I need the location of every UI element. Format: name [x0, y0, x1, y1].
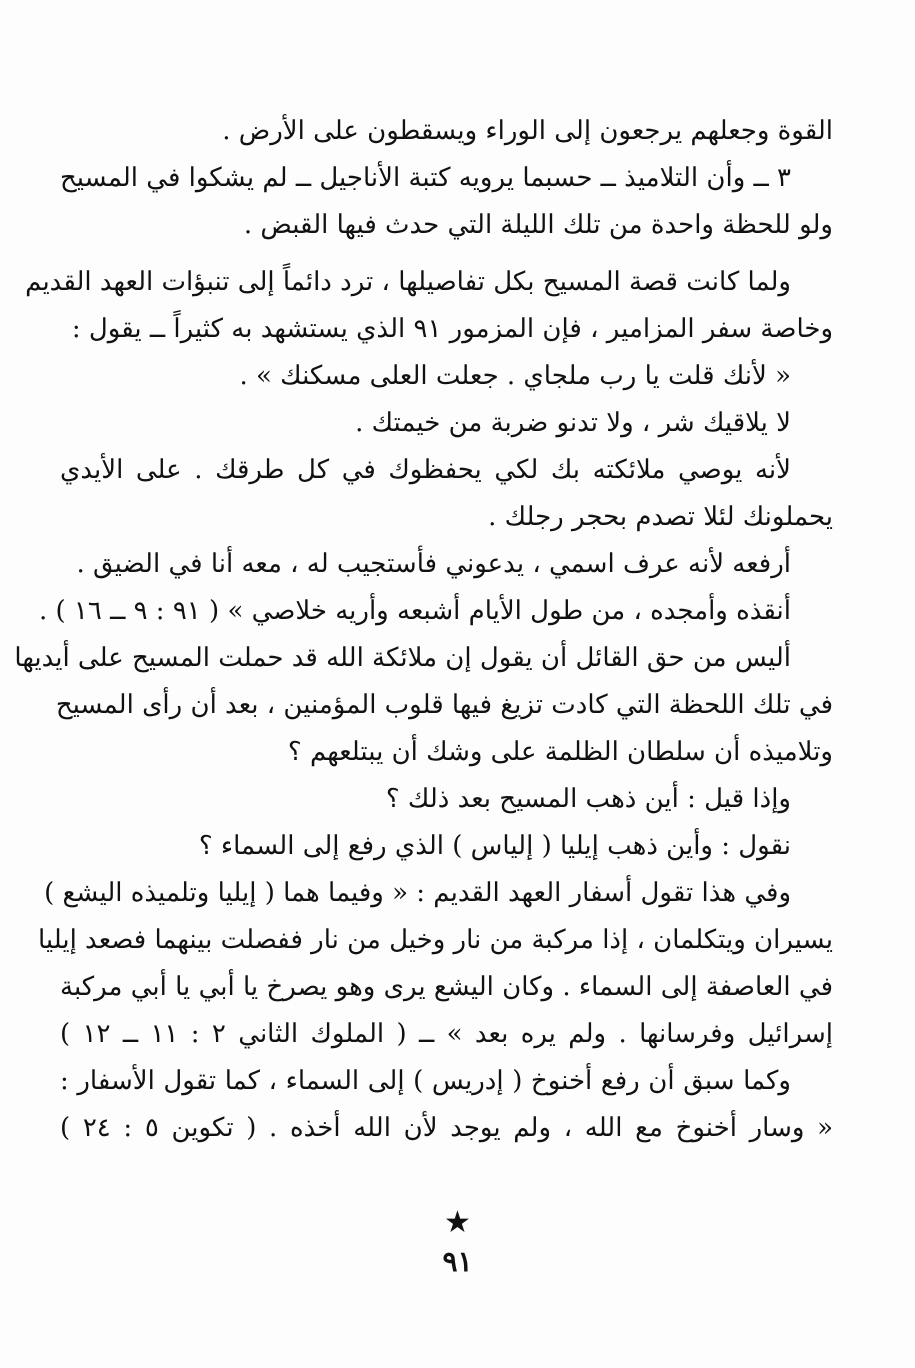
page-body-text	[14, 108, 833, 1152]
text-line: في تلك اللحظة التي كادت تزيغ فيها قلوب المؤمنين ، بعد أن رأى المسيح	[55, 690, 833, 720]
text-line: ولو للحظة واحدة من تلك الليلة التي حدث فيها القبض .	[243, 210, 833, 240]
text-line: « وسار أخنوخ مع الله ، ولم يوجد لأن الله أخذه . ( تكوين ٥ : ٢٤ )	[60, 1113, 833, 1143]
text-line: في العاصفة إلى السماء . وكان اليشع يرى وهو يصرخ يا أبي يا أبي مركبة	[60, 972, 833, 1002]
page-number: ٩١	[442, 1245, 473, 1278]
text-line: أليس من حق القائل أن يقول إن ملائكة الله قد حملت المسيح على أيديها	[14, 643, 791, 673]
text-line: لا يلاقيك شر ، ولا تدنو ضربة من خيمتك .	[355, 408, 791, 438]
text-line: نقول : وأين ذهب إيليا ( إلياس ) الذي رفع إلى السماء ؟	[198, 831, 791, 861]
text-line: ولما كانت قصة المسيح بكل تفاصيلها ، ترد دائماً إلى تنبؤات العهد القديم	[25, 267, 791, 297]
text-line: وخاصة سفر المزامير ، فإن المزمور ٩١ الذي يستشهد به كثيراً ــ يقول :	[71, 314, 833, 344]
text-line: وإذا قيل : أين ذهب المسيح بعد ذلك ؟	[385, 784, 791, 814]
text-line: وفي هذا تقول أسفار العهد القديم : « وفيما هما ( إيليا وتلميذه اليشع )	[44, 878, 791, 908]
text-line: وكما سبق أن رفع أخنوخ ( إدريس ) إلى السماء ، كما تقول الأسفار :	[60, 1066, 791, 1096]
text-line: أنقذه وأمجده ، من طول الأيام أشبعه وأريه خلاصي » ( ٩١ : ٩ ــ ١٦ ) .	[38, 596, 791, 626]
text-line: يحملونك لئلا تصدم بحجر رجلك .	[488, 502, 833, 532]
text-line: إسرائيل وفرسانها . ولم يره بعد » ــ ( الملوك الثاني ٢ : ١١ ــ ١٢ )	[60, 1019, 833, 1049]
star-separator-icon: ★	[444, 1205, 471, 1240]
text-line: أرفعه لأنه عرف اسمي ، يدعوني فأستجيب له ، معه أنا في الضيق .	[76, 549, 791, 579]
text-line: القوة وجعلهم يرجعون إلى الوراء ويسقطون على الأرض .	[222, 116, 833, 146]
text-line: وتلاميذه أن سلطان الظلمة على وشك أن يبتلعهم ؟	[287, 737, 833, 767]
text-line: لأنه يوصي ملائكته بك لكي يحفظوك في كل طرقك . على الأيدي	[60, 455, 791, 485]
text-line: ٣ ــ وأن التلاميذ ــ حسبما يرويه كتبة الأناجيل ــ لم يشكوا في المسيح	[60, 163, 791, 193]
text-line: يسيران ويتكلمان ، إذا مركبة من نار وخيل من نار ففصلت بينهما فصعد إيليا	[37, 925, 833, 955]
text-line: « لأنك قلت يا رب ملجاي . جعلت العلى مسكنك » .	[239, 361, 791, 391]
